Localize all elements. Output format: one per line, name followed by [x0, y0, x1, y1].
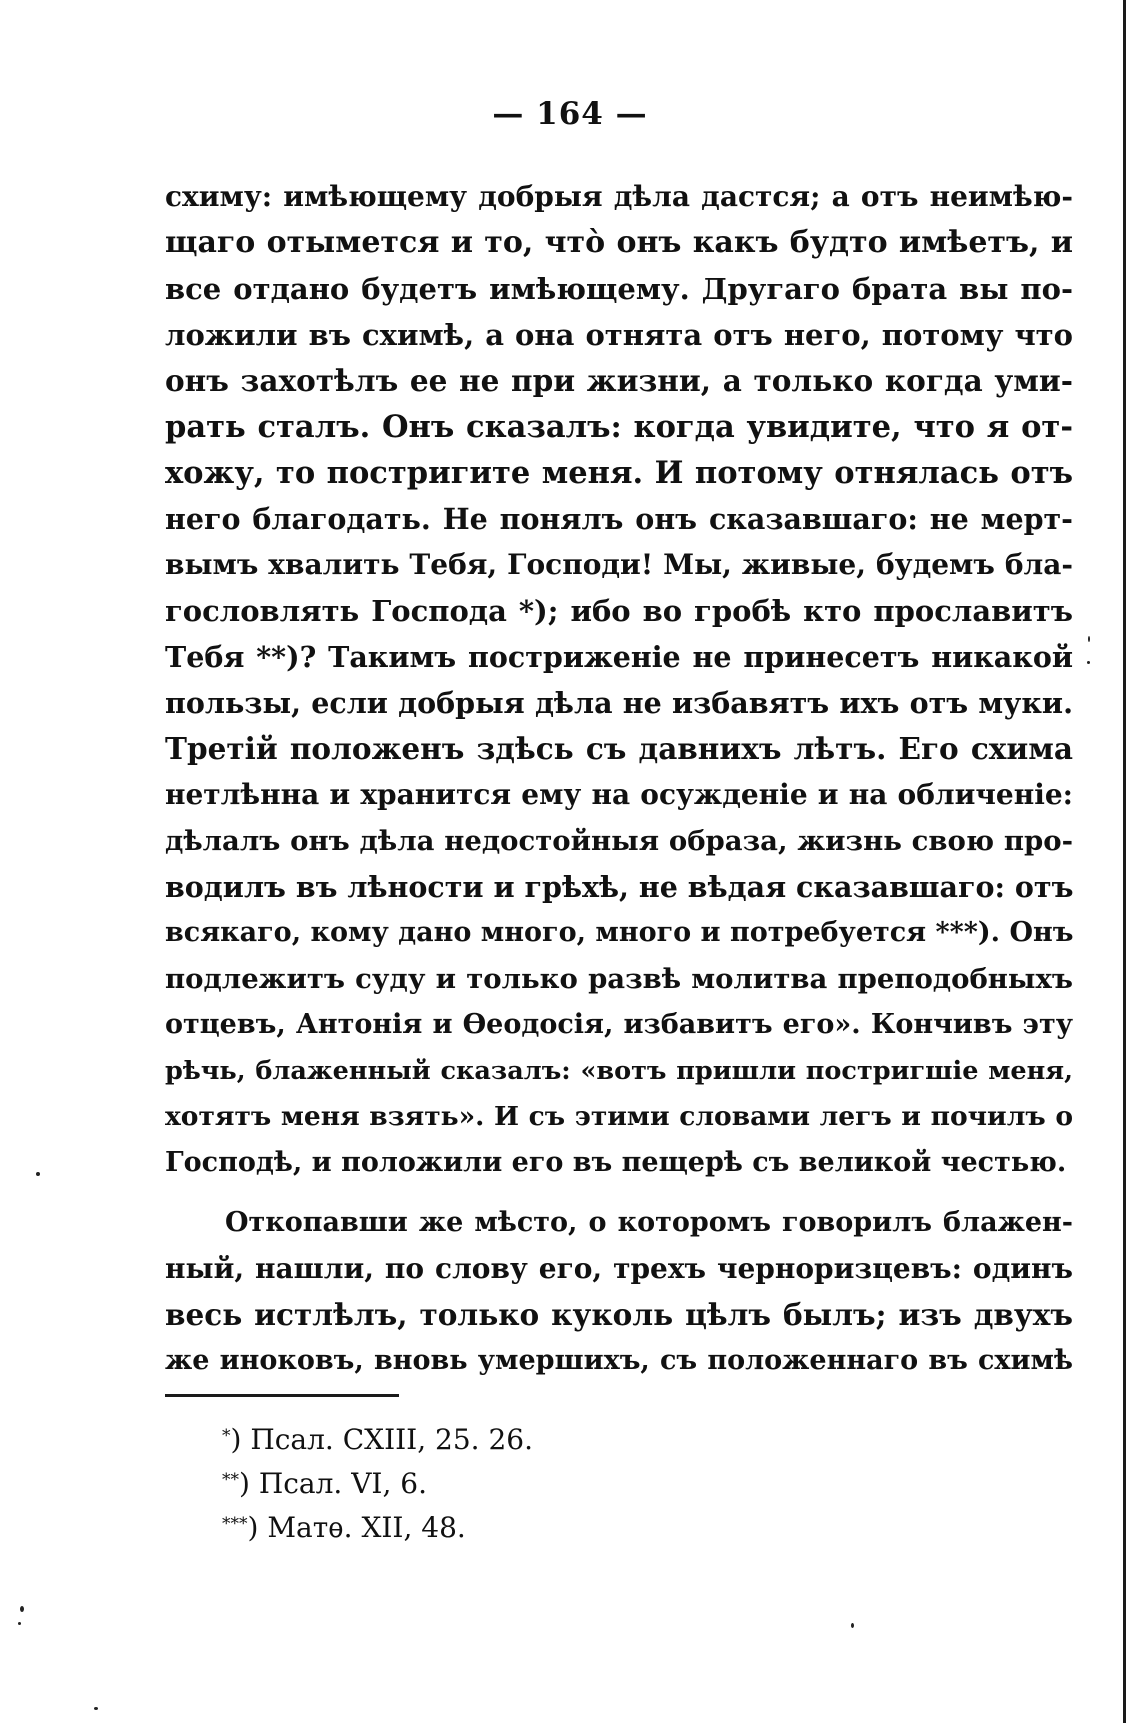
text-line: вымъ хвалить Тебя, Господи! Мы, живые, будемъ бла-: [165, 548, 1073, 581]
page-edge-line: [1123, 0, 1126, 1723]
scan-speck: [851, 1623, 854, 1628]
footnote-mark: **: [222, 1470, 239, 1490]
text-line: подлежитъ суду и только развѣ молитва преподобныхъ: [165, 963, 1073, 995]
text-line: водилъ въ лѣности и грѣхѣ, не вѣдая сказавшаго: отъ: [165, 870, 1074, 904]
footnote: [222, 1462, 822, 1506]
text-line: рать сталъ. Онъ сказалъ: когда увидите, что я от-: [165, 409, 1073, 445]
footnote: [222, 1418, 822, 1462]
text-line: всякаго, кому дано много, много и потребуется ***). Онъ: [165, 917, 1074, 948]
scan-speck: [94, 1707, 98, 1710]
paragraph-gap: [165, 1186, 1073, 1200]
text-line: рѣчь, блаженный сказалъ: «вотъ пришли постригшіе меня,: [165, 1056, 1073, 1086]
footnote-text: ) Матѳ. XII, 48.: [247, 1511, 466, 1544]
footnote-mark: ***: [222, 1514, 248, 1534]
text-line: гословлять Господа *); ибо во гробѣ кто прославитъ: [165, 594, 1073, 628]
text-line: Тебя **)? Такимъ постриженіе не принесетъ никакой: [165, 640, 1073, 674]
text-line: щаго отымется и то, что̀ онъ какъ будто имѣетъ, и: [165, 225, 1073, 260]
text-line: хотятъ меня взять». И съ этими словами легъ и почилъ о: [165, 1101, 1073, 1132]
scan-speck: [36, 1172, 40, 1176]
text-line: ный, нашли, по слову его, трехъ черноризцевъ: одинъ: [165, 1252, 1073, 1285]
text-line: ложили въ схимѣ, а она отнята отъ него, потому что: [165, 318, 1073, 352]
text-line: же иноковъ, вновь умершихъ, съ положеннаго въ схимѣ: [165, 1345, 1073, 1376]
text-line: Третій положенъ здѣсь съ давнихъ лѣтъ. Его схима: [165, 731, 1073, 766]
text-line: отцевъ, Антонія и Ѳеодосія, избавитъ его». Кончивъ эту: [165, 1009, 1073, 1040]
main-text: [165, 174, 1073, 1384]
footnote: [222, 1506, 822, 1550]
text-line: схиму: имѣющему добрыя дѣла дастся; а отъ неимѣю-: [165, 180, 1073, 213]
text-line: пользы, если добрыя дѣла не избавятъ ихъ отъ муки.: [165, 686, 1073, 720]
text-line: дѣлалъ онъ дѣла недостойныя образа, жизнь свою про-: [165, 825, 1073, 857]
text-line: онъ захотѣлъ ее не при жизни, а только когда уми-: [165, 363, 1073, 398]
page-number: — 164 —: [492, 96, 648, 132]
text-line: нетлѣнна и хранится ему на осужденіе и на обличеніе:: [165, 778, 1073, 811]
scan-speck: [20, 1606, 24, 1612]
footnotes: [222, 1418, 822, 1550]
text-line: хожу, то постригите меня. И потому отнялась отъ: [165, 455, 1073, 491]
footnote-divider: [165, 1394, 399, 1397]
scan-speck: [18, 1622, 21, 1625]
text-line: Откопавши же мѣсто, о которомъ говорилъ блажен-: [225, 1207, 1073, 1238]
scan-speck: [1087, 661, 1090, 664]
text-line: все отдано будетъ имѣющему. Другаго брата вы по-: [165, 272, 1073, 306]
text-line: него благодать. Не понялъ онъ сказавшаго: не мерт-: [165, 502, 1073, 536]
text-line: Господѣ, и положили его въ пещерѣ съ великой честью.: [165, 1147, 1067, 1178]
footnote-mark: *: [222, 1426, 231, 1446]
footnote-text: ) Псал. CXIII, 25. 26.: [230, 1423, 534, 1456]
text-line: весь истлѣлъ, только куколь цѣлъ былъ; изъ двухъ: [165, 1297, 1073, 1332]
paragraph-2: [165, 1200, 1073, 1384]
footnote-text: ) Псал. VI, 6.: [239, 1467, 428, 1500]
paragraph-1: [165, 174, 1073, 1186]
scan-speck: [1088, 636, 1090, 642]
